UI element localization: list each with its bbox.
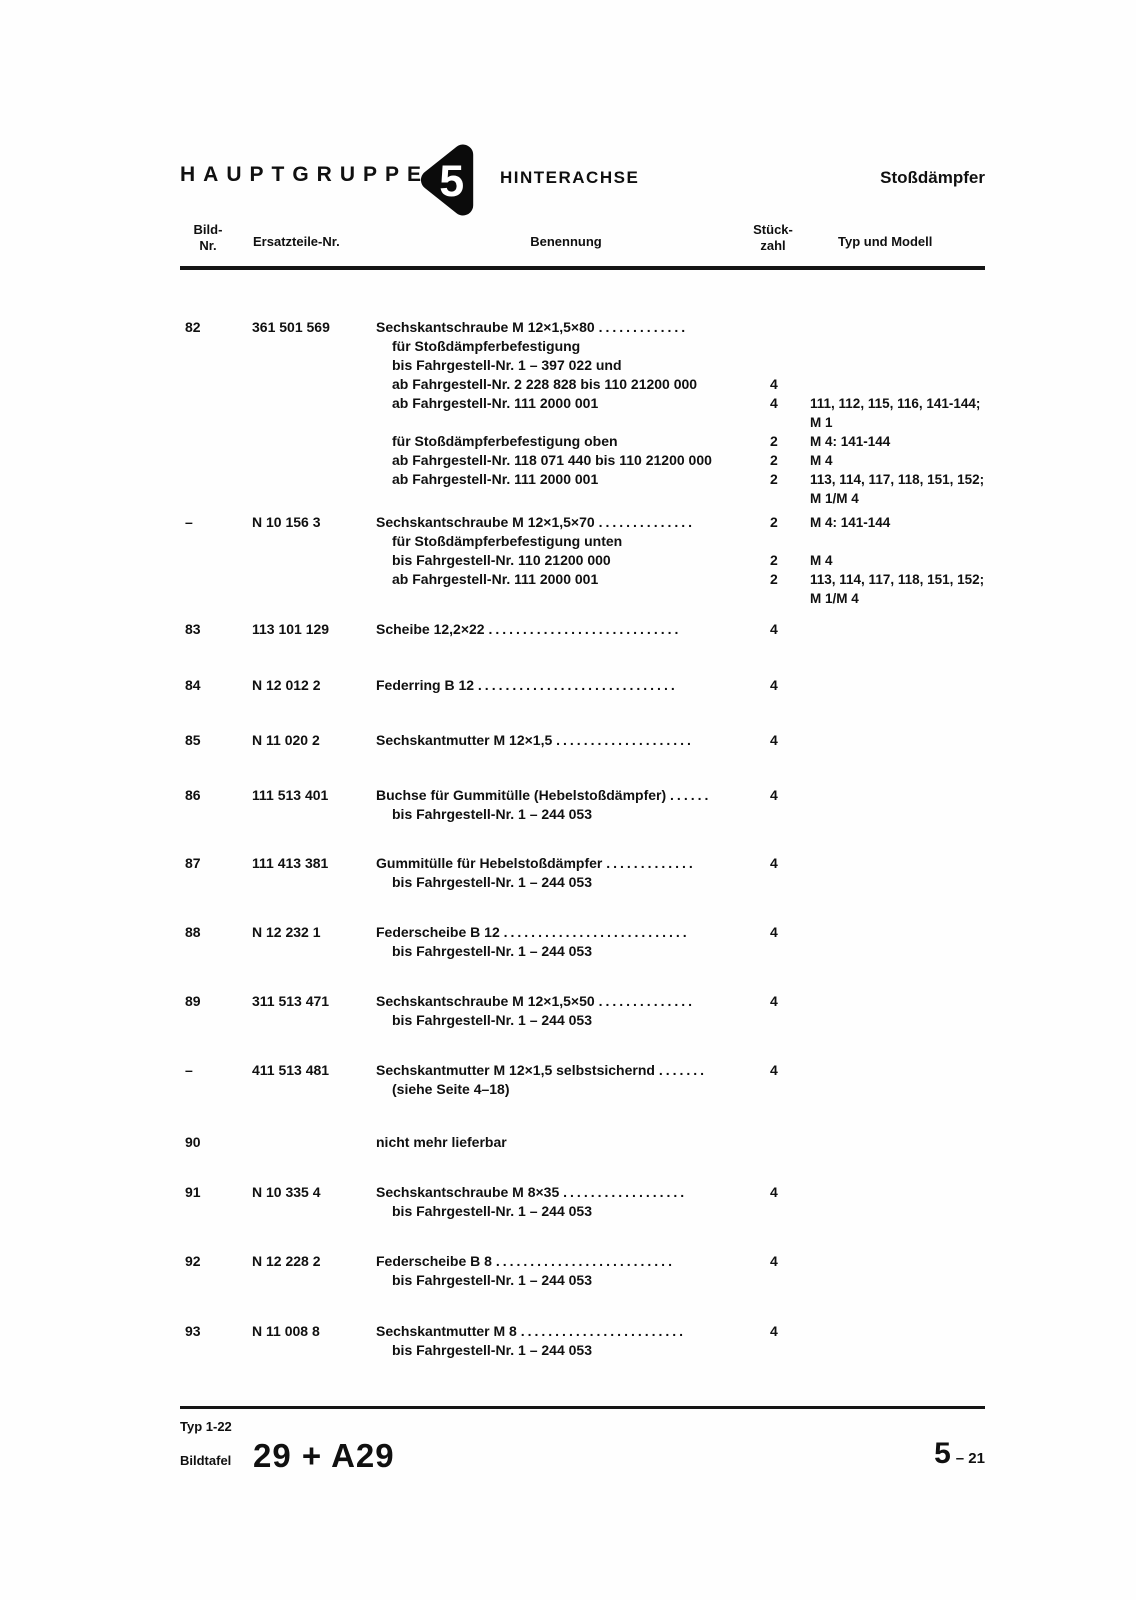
type-model xyxy=(804,620,985,639)
dot-leader: ........................ xyxy=(520,1323,687,1339)
part-number: N 12 232 1 xyxy=(252,924,321,940)
part-description: bis Fahrgestell-Nr. 1 – 244 053 xyxy=(392,943,592,959)
quantity: 4 xyxy=(770,855,778,871)
dot-leader: ...... xyxy=(670,787,712,803)
quantity: 4 xyxy=(770,395,778,411)
part-description: bis Fahrgestell-Nr. 1 – 244 053 xyxy=(392,1342,592,1358)
image-number: 91 xyxy=(185,1184,201,1200)
image-number: – xyxy=(185,514,193,530)
quantity: 4 xyxy=(770,1253,778,1269)
part-description xyxy=(376,1252,756,1271)
row-lines xyxy=(376,1183,985,1221)
quantity: 2 xyxy=(770,514,778,530)
column-header-description: Benennung xyxy=(530,234,602,249)
type-model xyxy=(804,805,985,824)
type-model xyxy=(804,1080,985,1099)
part-number: N 10 156 3 xyxy=(252,514,321,530)
part-description: für Stoßdämpferbefestigung oben xyxy=(392,433,618,449)
footer-divider xyxy=(180,1406,985,1409)
column-header-qty-line2: zahl xyxy=(760,238,786,253)
row-lines xyxy=(376,676,985,695)
part-description: ab Fahrgestell-Nr. 111 2000 001 xyxy=(392,395,599,411)
part-description xyxy=(376,731,756,750)
column-header-qty-line1: Stück- xyxy=(753,222,793,237)
table-line xyxy=(376,1322,985,1341)
type-model: M 1/M 4 xyxy=(810,491,859,506)
part-description xyxy=(376,1061,756,1080)
description-text: Sechskantschraube M 8×35 xyxy=(376,1184,564,1200)
row-lines xyxy=(376,731,985,750)
table-line xyxy=(376,1183,985,1202)
quantity: 4 xyxy=(770,924,778,940)
part-description xyxy=(376,1322,756,1341)
part-number: 111 413 381 xyxy=(252,855,329,871)
quantity xyxy=(756,805,804,824)
part-description: bis Fahrgestell-Nr. 1 – 397 022 und xyxy=(392,357,622,373)
table-line xyxy=(376,394,985,413)
quantity xyxy=(756,413,804,432)
table-row xyxy=(180,854,985,892)
table-line xyxy=(376,1011,985,1030)
description-text: Sechskantschraube M 12×1,5×70 xyxy=(376,514,599,530)
part-number: N 12 228 2 xyxy=(252,1253,321,1269)
quantity: 2 xyxy=(770,452,778,468)
table-row xyxy=(180,731,985,750)
table-row xyxy=(180,513,985,608)
quantity xyxy=(756,1271,804,1290)
type-model: 111, 112, 115, 116, 141-144; xyxy=(810,396,981,411)
table-line xyxy=(376,1271,985,1290)
table-line xyxy=(376,375,985,394)
description-text: Sechskantmutter M 12×1,5 selbstsichernd xyxy=(376,1062,659,1078)
type-model xyxy=(804,1202,985,1221)
description-text: Federscheibe B 8 xyxy=(376,1253,496,1269)
row-lines xyxy=(376,786,985,824)
image-number: 86 xyxy=(185,787,201,803)
dot-leader: ............. xyxy=(598,319,689,335)
image-number: 87 xyxy=(185,855,201,871)
table-line xyxy=(376,942,985,961)
dot-leader: .................... xyxy=(556,732,694,748)
type-model xyxy=(804,873,985,892)
table-line xyxy=(376,1202,985,1221)
image-number: 84 xyxy=(185,677,201,693)
type-model xyxy=(804,992,985,1011)
dot-leader: ............. xyxy=(606,855,696,871)
type-model: 113, 114, 117, 118, 151, 152; xyxy=(810,572,985,587)
quantity: 2 xyxy=(770,571,778,587)
quantity xyxy=(756,489,804,508)
description-text: Scheibe 12,2×22 xyxy=(376,621,489,637)
table-line xyxy=(376,589,985,608)
type-model xyxy=(804,1133,985,1152)
type-model: M 1/M 4 xyxy=(810,591,859,606)
part-description xyxy=(376,413,756,432)
part-description xyxy=(376,923,756,942)
part-number: N 11 020 2 xyxy=(252,732,320,748)
table-row xyxy=(180,1133,985,1152)
description-text: Gummitülle für Hebelstoßdämpfer xyxy=(376,855,607,871)
column-header-bild-line1: Bild- xyxy=(193,222,223,237)
type-model xyxy=(804,923,985,942)
table-line xyxy=(376,1080,985,1099)
quantity: 4 xyxy=(770,621,778,637)
table-row xyxy=(180,676,985,695)
dot-leader: .................. xyxy=(563,1184,688,1200)
image-number: 93 xyxy=(185,1323,201,1339)
table-line xyxy=(376,992,985,1011)
table-line xyxy=(376,731,985,750)
table-row xyxy=(180,620,985,639)
table-row xyxy=(180,1322,985,1360)
part-description: für Stoßdämpferbefestigung xyxy=(392,338,581,354)
table-row xyxy=(180,1183,985,1221)
description-text: Buchse für Gummitülle (Hebelstoßdämpfer) xyxy=(376,787,671,803)
table-line xyxy=(376,1341,985,1360)
description-text: Sechskantmutter M 8 xyxy=(376,1323,521,1339)
type-model xyxy=(804,786,985,805)
quantity xyxy=(756,318,804,337)
group-number: 5 xyxy=(439,155,465,206)
quantity: 4 xyxy=(770,787,778,803)
type-model: M 4 xyxy=(810,453,833,468)
row-lines xyxy=(376,1322,985,1360)
table-line xyxy=(376,432,985,451)
part-number: N 11 008 8 xyxy=(252,1323,320,1339)
part-description xyxy=(376,620,756,639)
subsection-title: Stoßdämpfer xyxy=(880,168,985,187)
dot-leader: ............................. xyxy=(477,677,678,693)
image-number: 82 xyxy=(185,319,201,335)
part-description: ab Fahrgestell-Nr. 2 228 828 bis 110 21200 000 xyxy=(392,376,698,392)
image-number: – xyxy=(185,1062,193,1078)
row-lines xyxy=(376,1133,985,1152)
page-number-minor: – 21 xyxy=(955,1450,985,1467)
part-number: N 12 012 2 xyxy=(252,677,321,693)
description-text: Sechskantmutter M 12×1,5 xyxy=(376,732,557,748)
type-model xyxy=(804,731,985,750)
table-line xyxy=(376,1061,985,1080)
part-description: für Stoßdämpferbefestigung unten xyxy=(392,533,623,549)
row-lines xyxy=(376,923,985,961)
type-model xyxy=(804,1061,985,1080)
table-line xyxy=(376,786,985,805)
quantity xyxy=(756,1133,804,1152)
type-model: M 1 xyxy=(810,415,833,430)
image-number: 90 xyxy=(185,1134,201,1150)
quantity: 2 xyxy=(770,433,778,449)
quantity xyxy=(756,532,804,551)
table-row xyxy=(180,1061,985,1099)
quantity xyxy=(756,337,804,356)
table-line xyxy=(376,923,985,942)
table-line xyxy=(376,676,985,695)
dot-leader: ............................ xyxy=(488,621,682,637)
part-description: bis Fahrgestell-Nr. 110 21200 000 xyxy=(392,552,611,568)
image-number: 92 xyxy=(185,1253,201,1269)
column-header-bild-line2: Nr. xyxy=(199,238,217,253)
type-model: M 4: 141-144 xyxy=(810,434,891,449)
part-number xyxy=(252,1133,376,1152)
type-model xyxy=(804,1322,985,1341)
description-text: Sechskantschraube M 12×1,5×80 xyxy=(376,319,599,335)
row-lines xyxy=(376,992,985,1030)
description-text: Federscheibe B 12 xyxy=(376,924,504,940)
table-line xyxy=(376,489,985,508)
image-number: 88 xyxy=(185,924,201,940)
table-line xyxy=(376,805,985,824)
column-header-type-model: Typ und Modell xyxy=(838,234,933,249)
type-model xyxy=(804,1252,985,1271)
table-row xyxy=(180,318,985,508)
footer-bildtafel-value: 29 + A29 xyxy=(253,1437,395,1474)
column-header-part-number: Ersatzteile-Nr. xyxy=(253,234,340,249)
quantity xyxy=(756,1080,804,1099)
part-description: ab Fahrgestell-Nr. 111 2000 001 xyxy=(392,571,599,587)
table-row xyxy=(180,923,985,961)
quantity xyxy=(756,589,804,608)
part-description xyxy=(376,1183,756,1202)
image-number: 85 xyxy=(185,732,201,748)
dot-leader: .............. xyxy=(598,993,696,1009)
part-description xyxy=(376,786,756,805)
dot-leader: .......................... xyxy=(495,1253,675,1269)
part-description: bis Fahrgestell-Nr. 1 – 244 053 xyxy=(392,1272,592,1288)
quantity xyxy=(756,873,804,892)
part-description: ab Fahrgestell-Nr. 118 071 440 bis 110 21200 000 xyxy=(392,452,712,468)
quantity: 4 xyxy=(770,732,778,748)
part-description xyxy=(376,489,756,508)
part-description: bis Fahrgestell-Nr. 1 – 244 053 xyxy=(392,1203,592,1219)
part-description: bis Fahrgestell-Nr. 1 – 244 053 xyxy=(392,874,592,890)
description-text: Sechskantschraube M 12×1,5×50 xyxy=(376,993,599,1009)
quantity: 4 xyxy=(770,1184,778,1200)
quantity: 2 xyxy=(770,552,778,568)
type-model xyxy=(804,532,985,551)
part-description xyxy=(376,992,756,1011)
part-number: N 10 335 4 xyxy=(252,1184,321,1200)
quantity xyxy=(756,356,804,375)
part-description xyxy=(376,676,756,695)
quantity: 4 xyxy=(770,376,778,392)
part-number: 361 501 569 xyxy=(252,319,330,335)
footer-typ-range: Typ 1-22 xyxy=(180,1419,232,1434)
quantity xyxy=(756,1341,804,1360)
dot-leader: .............. xyxy=(598,514,696,530)
table-line xyxy=(376,551,985,570)
type-model xyxy=(804,1011,985,1030)
dot-leader: ........................... xyxy=(503,924,690,940)
image-number: 83 xyxy=(185,621,201,637)
part-description: bis Fahrgestell-Nr. 1 – 244 053 xyxy=(392,1012,592,1028)
type-model xyxy=(804,1341,985,1360)
part-description xyxy=(376,854,756,873)
table-line xyxy=(376,620,985,639)
quantity: 4 xyxy=(770,677,778,693)
part-number: 113 101 129 xyxy=(252,621,330,637)
type-model: 113, 114, 117, 118, 151, 152; xyxy=(810,472,985,487)
type-model: M 4 xyxy=(810,553,833,568)
table-line xyxy=(376,318,985,337)
part-description xyxy=(376,589,756,608)
type-model: M 4: 141-144 xyxy=(810,515,891,530)
table-line xyxy=(376,570,985,589)
part-description: (siehe Seite 4–18) xyxy=(392,1081,510,1097)
table-line xyxy=(376,854,985,873)
table-line xyxy=(376,356,985,375)
type-model xyxy=(804,676,985,695)
table-line xyxy=(376,413,985,432)
part-number: 111 513 401 xyxy=(252,787,329,803)
quantity: 4 xyxy=(770,1323,778,1339)
image-number: 89 xyxy=(185,993,201,1009)
table-line xyxy=(376,470,985,489)
type-model xyxy=(804,337,985,356)
table-line xyxy=(376,532,985,551)
part-number: 411 513 481 xyxy=(252,1062,330,1078)
quantity xyxy=(756,942,804,961)
footer-bildtafel-label: Bildtafel xyxy=(180,1453,232,1468)
quantity: 2 xyxy=(770,471,778,487)
table-line xyxy=(376,1252,985,1271)
type-model xyxy=(804,375,985,394)
part-description xyxy=(376,513,756,532)
quantity: 4 xyxy=(770,993,778,1009)
row-lines xyxy=(376,854,985,892)
quantity: 4 xyxy=(770,1062,778,1078)
section-title: HINTERACHSE xyxy=(500,168,640,187)
description-text: Federring B 12 xyxy=(376,677,478,693)
row-lines xyxy=(376,1061,985,1099)
table-line xyxy=(376,873,985,892)
table-row xyxy=(180,786,985,824)
quantity xyxy=(756,1011,804,1030)
type-model xyxy=(804,1271,985,1290)
part-description: ab Fahrgestell-Nr. 111 2000 001 xyxy=(392,471,599,487)
table-row xyxy=(180,1252,985,1290)
page-number-major: 5 xyxy=(934,1437,951,1470)
part-description: bis Fahrgestell-Nr. 1 – 244 053 xyxy=(392,806,592,822)
row-lines xyxy=(376,513,985,608)
dot-leader: ....... xyxy=(658,1062,708,1078)
row-lines xyxy=(376,1252,985,1290)
page-number xyxy=(934,1437,985,1471)
row-lines xyxy=(376,620,985,639)
type-model xyxy=(804,854,985,873)
table-line xyxy=(376,337,985,356)
table-line xyxy=(376,451,985,470)
quantity xyxy=(756,1202,804,1221)
type-model xyxy=(804,942,985,961)
row-lines xyxy=(376,318,985,508)
type-model xyxy=(804,356,985,375)
page-title: HAUPTGRUPPE xyxy=(180,163,430,186)
type-model xyxy=(804,318,985,337)
part-number: 311 513 471 xyxy=(252,993,330,1009)
table-line xyxy=(376,1133,985,1152)
part-description: nicht mehr lieferbar xyxy=(376,1134,507,1150)
type-model xyxy=(804,1183,985,1202)
part-description xyxy=(376,318,756,337)
table-line xyxy=(376,513,985,532)
table-row xyxy=(180,992,985,1030)
